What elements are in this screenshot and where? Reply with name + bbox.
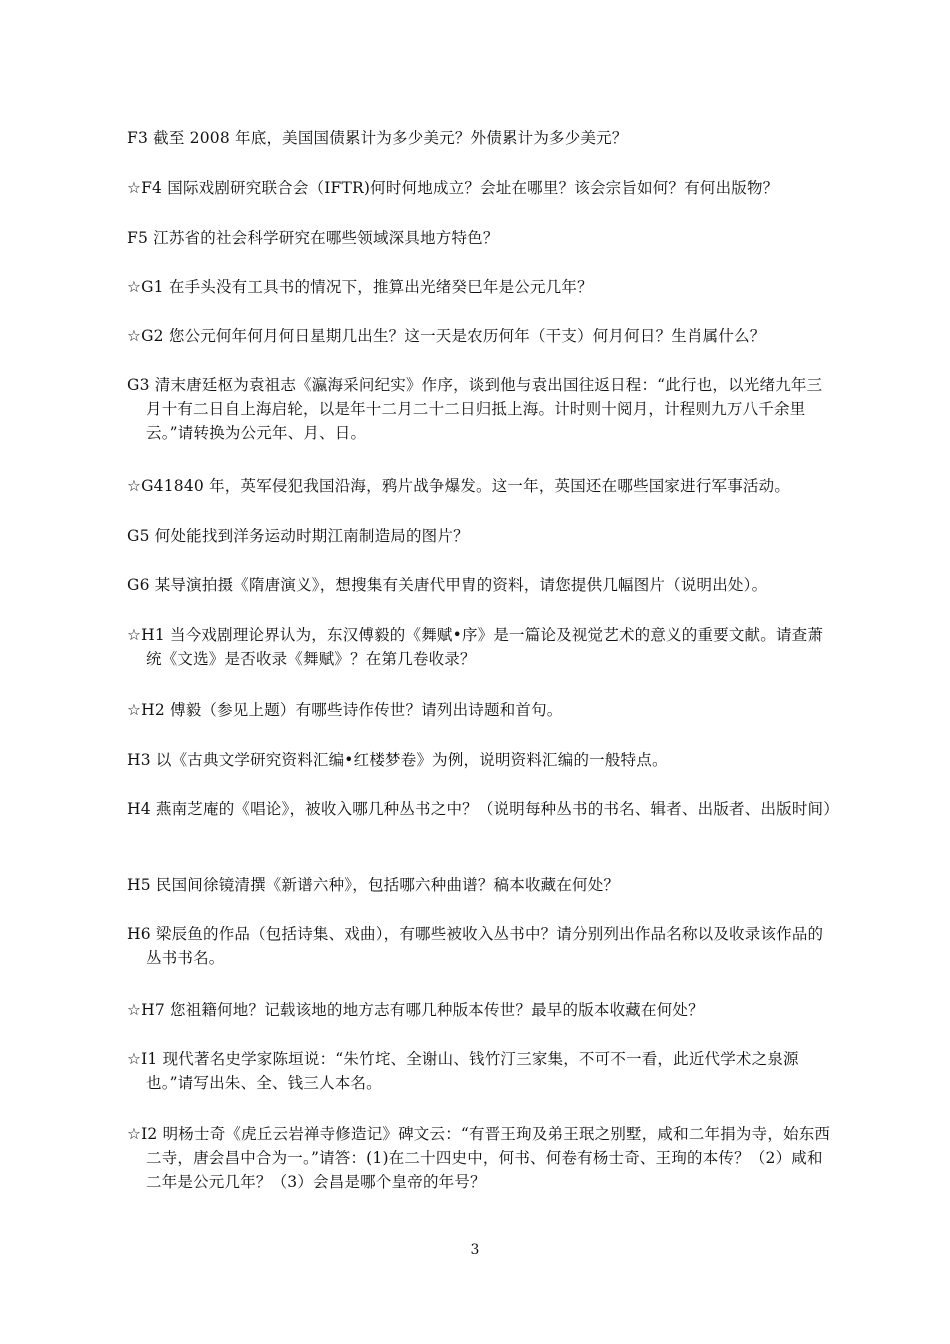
question-f5: F5 江苏省的社会科学研究在哪些领域深具地方特色？ <box>127 229 499 247</box>
question-g1: ☆G1 在手头没有工具书的情况下，推算出光绪癸巳年是公元几年？ <box>127 278 593 296</box>
question-g5: G5 何处能找到洋务运动时期江南制造局的图片？ <box>127 527 469 545</box>
question-f3: F3 截至 2008 年底，美国国债累计为多少美元？外债累计为多少美元？ <box>127 129 628 147</box>
question-g2: ☆G2 您公元何年何月何日星期几出生？这一天是农历何年（干支）何月何日？生肖属什么？ <box>127 327 766 345</box>
question-h5: H5 民国间徐镜清撰《新谱六种》，包括哪六种曲谱？稿本收藏在何处？ <box>127 876 620 894</box>
question-h3: H3 以《古典文学研究资料汇编•红楼梦卷》为例，说明资料汇编的一般特点。 <box>127 751 668 769</box>
question-h4: H4 燕南芝庵的《唱论》，被收入哪几种丛书之中？（说明每种丛书的书名、辑者、出版者、出版时间） <box>127 800 839 818</box>
question-h7: ☆H7 您祖籍何地？记载该地的地方志有哪几种版本传世？最早的版本收藏在何处？ <box>127 1001 704 1019</box>
question-f4: ☆F4 国际戏剧研究联合会（IFTR)何时何地成立？会址在哪里？该会宗旨如何？有何出版物？ <box>127 179 779 197</box>
question-h2: ☆H2 傅毅（参见上题）有哪些诗作传世？请列出诗题和首句。 <box>127 701 563 719</box>
question-g6: G6 某导演拍摄《隋唐演义》，想搜集有关唐代甲胄的资料，请您提供几幅图片（说明出处）。 <box>127 576 768 594</box>
question-h1: ☆H1 当今戏剧理论界认为，东汉傅毅的《舞赋•序》是一篇论及视觉艺术的意义的重要文献。请查萧统《文选》是否收录《舞赋》？在第几卷收录？ <box>127 626 824 668</box>
question-h6: H6 梁辰鱼的作品（包括诗集、戏曲），有哪些被收入丛书中？请分别列出作品名称以及收录该作品的丛书书名。 <box>127 925 824 967</box>
question-g3: G3 清末唐廷枢为袁祖志《瀛海采问纪实》作序，谈到他与袁出国往返日程：“此行也，以光绪九年三月十有二日自上海启轮，以是年十二月二十二日归抵上海。计时则十阅月，计程则九万八千余里云。”请转换为公元年、月、日。 <box>127 376 823 442</box>
page-number: 3 <box>470 1242 480 1258</box>
question-i2: ☆I2 明杨士奇《虎丘云岩禅寺修造记》碑文云：“有晋王珣及弟王珉之别墅，咸和二年捐为寺，始东西二寺，唐会昌中合为一。”请答：(1)在二十四史中，何书、何卷有杨士奇、王珣的本传？（2）咸和二年是公元几年？（3）会昌是哪个皇帝的年号？ <box>127 1125 831 1191</box>
question-i1: ☆I1 现代著名史学家陈垣说：“朱竹垞、全谢山、钱竹汀三家集，不可不一看，此近代学术之泉源也。”请写出朱、全、钱三人本名。 <box>127 1050 799 1092</box>
question-g4: ☆G41840 年，英军侵犯我国沿海，鸦片战争爆发。这一年，英国还在哪些国家进行军事活动。 <box>127 477 791 495</box>
